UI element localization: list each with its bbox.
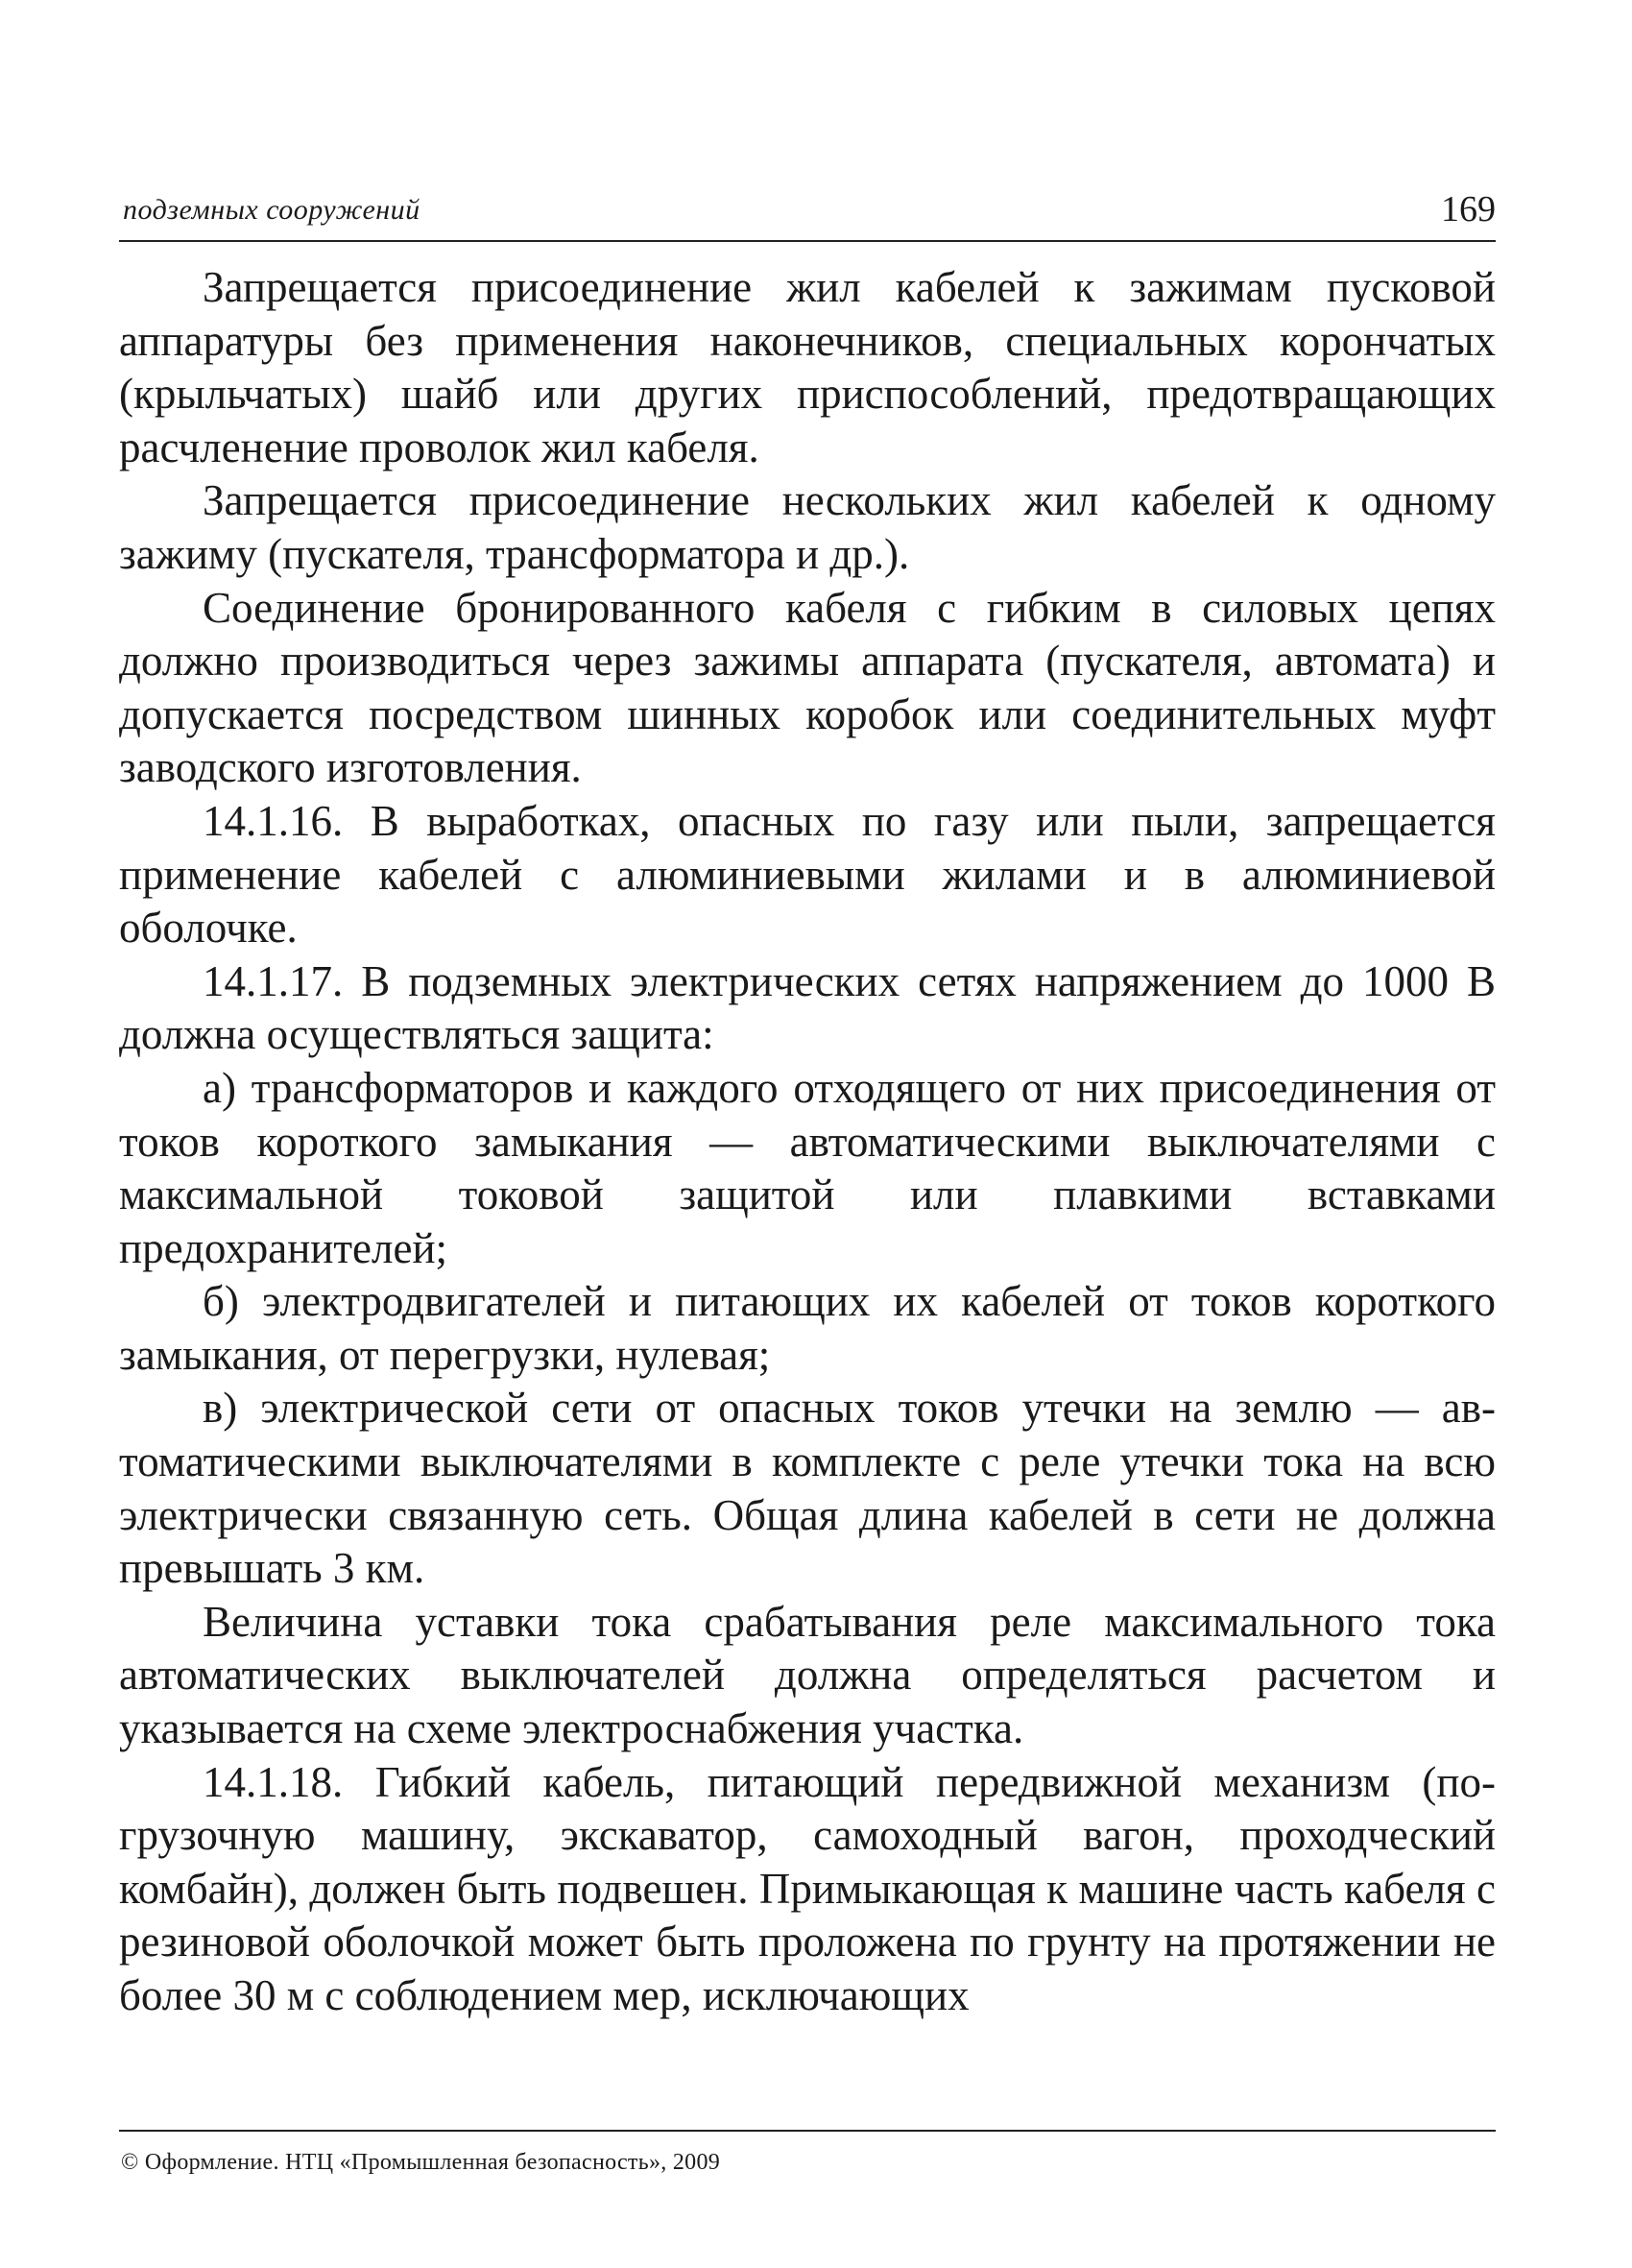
paragraph-cable-lug-requirement: Запрещается присоединение жил кабелей к зажимам пусковой аппаратуры без применения наконечников, специальных корончатых (крыльчатых) шайб или других приспособлений, предотвращающих расчленение проволок жил кабеля. — [119, 263, 1496, 471]
paragraph-14-1-17: 14.1.17. В подземных электрических сетях напряжением до 1000 В должна осуществляться защита: — [119, 956, 1496, 1059]
footer-copyright: © Оформление. НТЦ «Промышленная безопасность», 2009 — [121, 2150, 721, 2175]
paragraph-relay-setting: Величина уставки тока срабатывания реле максимального тока автоматических выключателей должна определяться расчетом и указывается на схеме электроснабжения участка. — [119, 1597, 1496, 1753]
list-item-b: б) электродвигателей и питающих их кабелей от токов короткого замыкания, от перегрузки, нулевая; — [119, 1277, 1496, 1379]
paragraph-14-1-16: 14.1.16. В выработках, опасных по газу или пыли, запрещается применение кабелей с алюминиевыми жилами и в алюминиевой оболочке. — [119, 796, 1496, 953]
paragraph-14-1-18: 14.1.18. Гибкий кабель, питающий передвижной механизм (погрузочную машину, экскаватор, самоходный вагон, проходческий комбайн), должен быть подвешен. Примыкающая к машине часть кабеля с резиновой оболочкой может быть проложена по грунту на протяжении не более 30 м с соблюдением мер, исключающих — [119, 1757, 1496, 2019]
list-item-v: в) электрической сети от опасных токов утечки на землю — автоматическими выключателями в комплекте с реле утечки тока на всю электрически связанную сеть. Общая длина кабелей в сети не должна превышать 3 км. — [119, 1384, 1496, 1593]
running-title: подземных сооружений — [123, 194, 420, 226]
footer-divider — [119, 2130, 1496, 2132]
running-header — [119, 182, 1496, 242]
body-text — [119, 261, 1496, 2023]
page-number: 169 — [1441, 189, 1496, 229]
book-page — [119, 182, 1496, 2199]
list-item-a: а) трансформаторов и каждого отходящего от них присоединения от токов короткого замыкания — автоматическими выключателями с максимальной токовой защитой или плавкими вставками предохранителей; — [119, 1063, 1496, 1272]
paragraph-armored-cable-connection: Соединение бронированного кабеля с гибким в силовых цепях должно производиться через зажимы аппарата (пускателя, автомата) и допускается посредством шинных коробок или соединительных муфт заводского изготовления. — [119, 583, 1496, 792]
paragraph-multiple-cores-prohibition: Запрещается присоединение нескольких жил кабелей к одному зажиму (пускателя, трансформатора и др.). — [119, 476, 1496, 578]
